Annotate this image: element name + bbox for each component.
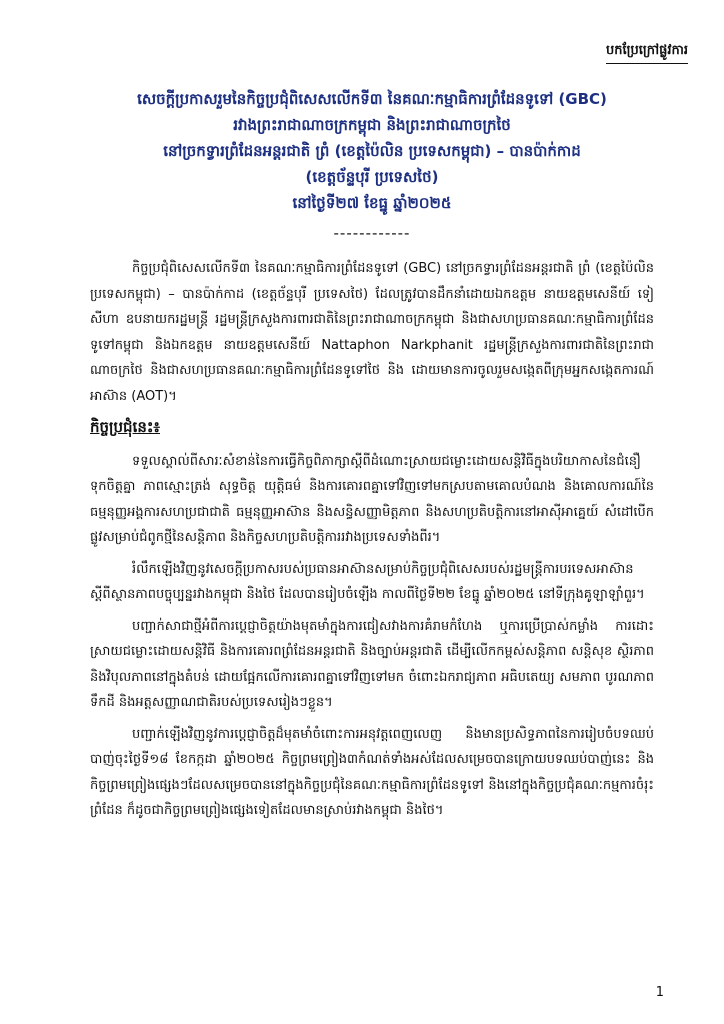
body-paragraph: រំលឹកឡើងវិញនូវសេចក្ដីប្រកាសរបស់ប្រធានអាស៊ានសម្រាប់កិច្ចប្រជុំពិសេសរបស់រដ្ឋមន្ត្រីការបរទេសអាស៊ាន ស្ដីពីស្ថានភាពបច្ចុប្បន្នរវាងកម្ពុជា និងថៃ ដែលបានរៀបចំឡើង កាលពីថ្ងៃទី២២ ខែធ្នូ ឆ្នាំ២០២៥ នៅទីក្រុងគូឡាឡាំពួរ។ [90, 561, 645, 602]
unofficial-translation-label: បកប្រែក្រៅផ្លូវការ [606, 42, 688, 64]
title-line: រវាងព្រះរាជាណាចក្រកម្ពុជា និងព្រះរាជាណាចក្រថៃ [233, 116, 511, 134]
title-line: សេចក្ដីប្រកាសរួមនៃកិច្ចប្រជុំពិសេសលើកទី៣ នៃគណៈកម្មាធិការព្រំដែនទូទៅ (GBC) [137, 90, 607, 108]
section-heading: កិច្ចប្រជុំនេះ៖ [90, 418, 161, 436]
document-body [90, 256, 654, 830]
title-line: នៅច្រកទ្វារព្រំដែនអន្តរជាតិ ព្រំ (ខេត្តប៉ៃលិន ប្រទេសកម្ពុជា) – បានប៉ាក់កាដ [163, 142, 581, 160]
title-line: (ខេត្តច័ន្ទបុរី ប្រទេសថៃ) [305, 168, 439, 186]
body-paragraph: ទទួលស្គាល់ពីសារៈសំខាន់នៃការធ្វើកិច្ចពិភាក្សាស្ដីពីដំណោះស្រាយជម្លោះដោយសន្តិវិធីក្នុងបរិយាកាសនៃជំនឿទុកចិត្តគ្នា ភាពស្មោះត្រង់ សុទ្ធចិត្ត យុត្តិធម៌ និងការគោរពគ្នាទៅវិញទៅមកស្របតាមគោលបំណង និងគោលការណ៍នៃធម្មនុញ្ញអង្គការសហប្រជាជាតិ ធម្មនុញ្ញអាស៊ាន និងសន្ធិសញ្ញាមិត្តភាព និងសហប្រតិបត្តិការនៅអាស៊ីអាគ្នេយ៍ សំដៅបើកផ្លូវសម្រាប់ជំពូកថ្មីនៃសន្តិភាព និងកិច្ចសហប្រតិបត្តិការរវាងប្រទេសទាំងពីរ។ [90, 453, 654, 545]
title-date: នៅថ្ងៃទី២៧ ខែធ្នូ ឆ្នាំ២០២៥ [292, 194, 452, 212]
body-paragraph: បញ្ជាក់សាជាថ្មីអំពីការប្ដេជ្ញាចិត្តយ៉ាងមុតមាំក្នុងការជៀសវាងការគំរាមកំហែង ឬការប្រើប្រាស់កម្លាំង ការដោះស្រាយជម្លោះដោយសន្តិវិធី និងការគោរពព្រំដែនអន្តរជាតិ និងច្បាប់អន្តរជាតិ ដើម្បីលើកកម្ពស់សន្តិភាព សន្តិសុខ ស្ថិរភាព និងវិបុលភាពនៅក្នុងតំបន់ ដោយផ្អែកលើការគោរពគ្នាទៅវិញទៅមក ចំពោះឯករាជ្យភាព អធិបតេយ្យ សមភាព បូរណភាពទឹកដី និងអត្តសញ្ញាណជាតិរបស់ប្រទេសរៀងៗខ្លួន។ [90, 618, 654, 710]
title-separator: ------------ [333, 224, 411, 242]
page-number: 1 [655, 985, 664, 1000]
document-title [80, 86, 664, 246]
body-paragraph: បញ្ជាក់ឡើងវិញនូវការប្ដេជ្ញាចិត្តដ៏មុតមាំចំពោះការអនុវត្តពេញលេញ និងមានប្រសិទ្ធភាពនៃការរៀបចំបទឈប់បាញ់ចុះថ្ងៃទី១៨ ខែកក្កដា ឆ្នាំ២០២៥ កិច្ចព្រមព្រៀង៣កំណត់ទាំងអស់ដែលសម្រេចបានក្រោយបទឈប់បាញ់នេះ និងកិច្ចព្រមព្រៀងផ្សេងៗដែលសម្រេចបាននៅក្នុងកិច្ចប្រជុំនៃគណៈកម្មាធិការព្រំដែនទូទៅ និងនៅក្នុងកិច្ចប្រជុំគណៈកម្មការចំរុះព្រំដែន ក៏ដូចជាកិច្ចព្រមព្រៀងផ្សេងទៀតដែលមានស្រាប់រវាងកម្ពុជា និងថៃ។ [90, 726, 654, 818]
intro-paragraph: កិច្ចប្រជុំពិសេសលើកទី៣ នៃគណៈកម្មាធិការព្រំដែនទូទៅ (GBC) នៅច្រកទ្វារព្រំដែនអន្តរជាតិ ព្រំ (ខេត្តប៉ៃលិន ប្រទេសកម្ពុជា) – បានប៉ាក់កាដ (ខេត្តច័ន្ទបុរី ប្រទេសថៃ) ដែលត្រូវបានដឹកនាំដោយឯកឧត្តម នាយឧត្តមសេនីយ៍ ទៀ សីហា ឧបនាយករដ្ឋមន្ត្រី រដ្ឋមន្ត្រីក្រសួងការពារជាតិនៃព្រះរាជាណាចក្រកម្ពុជា និងជាសហប្រធានគណៈកម្មាធិការព្រំដែនទូទៅកម្ពុជា និងឯកឧត្តម នាយឧត្តមសេនីយ៍ Nattaphon Narkphanit រដ្ឋមន្ត្រីក្រសួងការពារជាតិនៃព្រះរាជាណាចក្រថៃ និងជាសហប្រធានគណៈកម្មាធិការព្រំដែនទូទៅថៃ និង ដោយមានការចូលរួមសង្កេតពីក្រុមអ្នកសង្កេតការណ៍អាស៊ាន (AOT)។ [90, 261, 654, 404]
